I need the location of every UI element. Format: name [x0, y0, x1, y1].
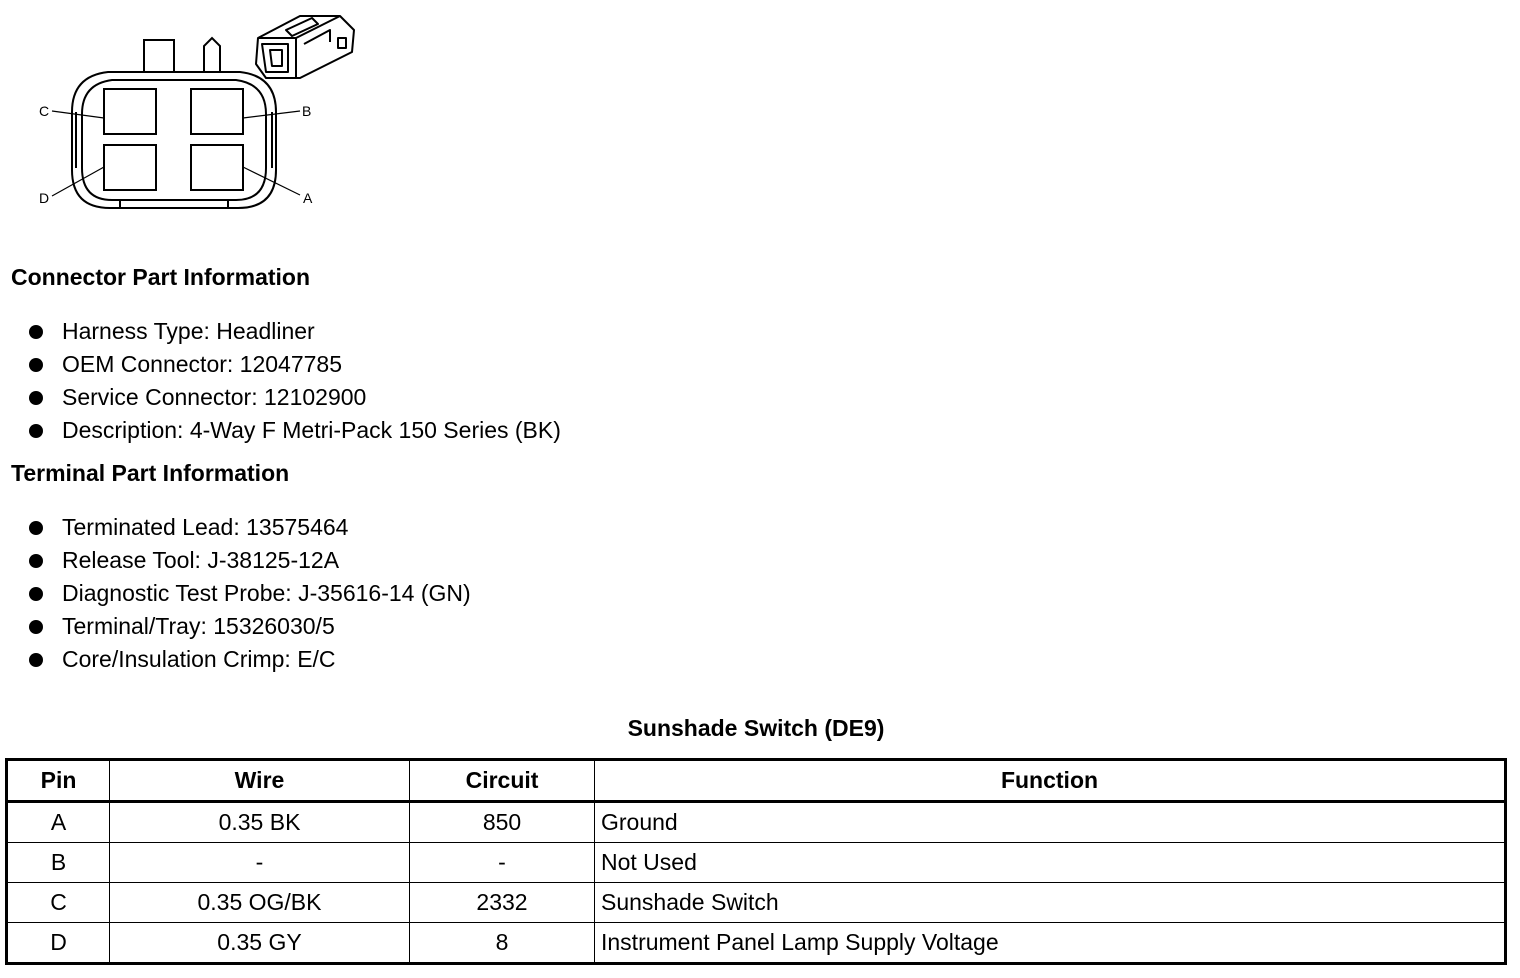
bullet-icon [29, 325, 43, 339]
list-item: Service Connector: 12102900 [0, 381, 561, 414]
bullet-icon [29, 554, 43, 568]
list-item: Terminated Lead: 13575464 [0, 511, 471, 544]
bullet-icon [29, 620, 43, 634]
cell-pin: D [7, 923, 110, 964]
pin-label-d: D [39, 190, 50, 206]
connector-face-diagram [0, 0, 370, 220]
list-item: Terminal/Tray: 15326030/5 [0, 610, 471, 643]
bullet-icon [29, 424, 43, 438]
terminal-info-heading: Terminal Part Information [11, 460, 290, 486]
column-header-pin: Pin [7, 760, 110, 802]
list-item: Release Tool: J-38125-12A [0, 544, 471, 577]
cell-wire: 0.35 BK [110, 802, 410, 843]
cell-pin: A [7, 802, 110, 843]
list-item: Core/Insulation Crimp: E/C [0, 643, 471, 676]
connector-info-list [0, 315, 561, 447]
pin-label-a: A [303, 190, 313, 206]
pin-label-c: C [39, 103, 50, 119]
list-item: OEM Connector: 12047785 [0, 348, 561, 381]
pinout-table [5, 758, 1507, 965]
table-row [7, 802, 1506, 843]
bullet-icon [29, 521, 43, 535]
table-header-row [7, 760, 1506, 802]
column-header-wire: Wire [110, 760, 410, 802]
cell-function: Ground [595, 802, 1506, 843]
bullet-icon [29, 653, 43, 667]
list-item: Diagnostic Test Probe: J-35616-14 (GN) [0, 577, 471, 610]
cell-circuit: - [410, 843, 595, 883]
list-item: Description: 4-Way F Metri-Pack 150 Series (BK) [0, 414, 561, 447]
terminal-info-list [0, 511, 471, 676]
cell-wire: - [110, 843, 410, 883]
list-item: Harness Type: Headliner [0, 315, 561, 348]
table-row [7, 883, 1506, 923]
cell-function: Sunshade Switch [595, 883, 1506, 923]
table-row [7, 843, 1506, 883]
cell-function: Not Used [595, 843, 1506, 883]
bullet-icon [29, 358, 43, 372]
cell-pin: B [7, 843, 110, 883]
cell-circuit: 2332 [410, 883, 595, 923]
pin-label-b: B [302, 103, 312, 119]
column-header-function: Function [595, 760, 1506, 802]
cell-function: Instrument Panel Lamp Supply Voltage [595, 923, 1506, 964]
table-row [7, 923, 1506, 964]
column-header-circuit: Circuit [410, 760, 595, 802]
cell-circuit: 850 [410, 802, 595, 843]
bullet-icon [29, 391, 43, 405]
cell-wire: 0.35 OG/BK [110, 883, 410, 923]
cell-circuit: 8 [410, 923, 595, 964]
connector-info-heading: Connector Part Information [11, 264, 311, 290]
bullet-icon [29, 587, 43, 601]
table-title: Sunshade Switch (DE9) [627, 715, 885, 741]
cell-pin: C [7, 883, 110, 923]
cell-wire: 0.35 GY [110, 923, 410, 964]
